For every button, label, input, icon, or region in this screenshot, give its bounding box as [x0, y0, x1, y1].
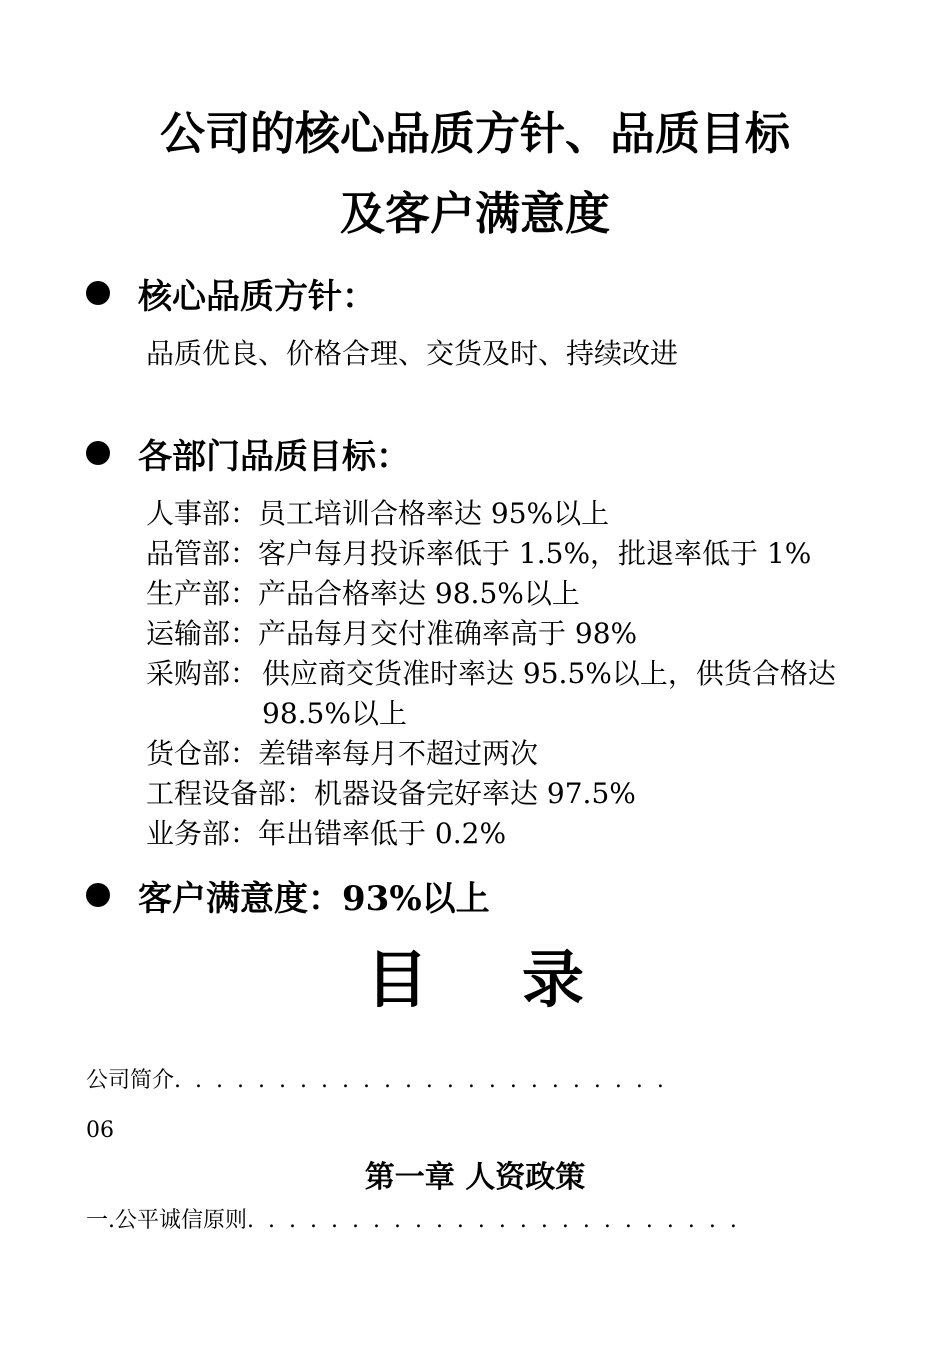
- customer-satisfaction-heading: [86, 870, 490, 920]
- toc-entry-fairness-principle[interactable]: [86, 1206, 866, 1236]
- toc-entry-label: 公司简介: [86, 1068, 175, 1093]
- bullet-icon: [86, 281, 110, 305]
- goal-dept: 货仓部：: [146, 737, 259, 770]
- toc-title-char: 录: [522, 943, 585, 1016]
- goal-row-engineering: [146, 774, 886, 814]
- department-goals-heading: [86, 428, 410, 478]
- goal-text: 供应商交货准时率达 95.5%以上，供货合格达 98.5%以上: [262, 657, 836, 730]
- department-goals-heading-text: 各部门品质目标：: [138, 436, 410, 477]
- toc-leader-dots: ........................: [174, 1068, 678, 1093]
- core-policy-heading-text: 核心品质方针：: [138, 276, 376, 317]
- goal-row-hr: [146, 494, 886, 534]
- goal-row-sales: [146, 814, 886, 854]
- goal-text: 差错率每月不超过两次: [258, 737, 539, 770]
- goal-text: 年出错率低于 0.2%: [258, 817, 507, 850]
- goal-dept: 工程设备部：: [146, 777, 315, 810]
- goal-dept: 运输部：: [146, 617, 259, 650]
- goal-row-warehouse: [146, 734, 886, 774]
- toc-leader-dots: ........................: [247, 1208, 751, 1233]
- toc-entry-page-number: 06: [86, 1118, 114, 1143]
- bullet-icon: [86, 441, 110, 465]
- toc-title-char: 目: [365, 943, 428, 1016]
- goal-text: 产品每月交付准确率高于 98%: [258, 617, 638, 650]
- page-title-line-1: 公司的核心品质方针、品质目标: [159, 107, 790, 160]
- goal-text: 客户每月投诉率低于 1.5%，批退率低于 1%: [258, 537, 812, 570]
- goal-dept: 采购部：: [146, 657, 259, 690]
- goal-row-qc: [146, 534, 886, 574]
- goal-text: 员工培训合格率达 95%以上: [258, 497, 610, 530]
- goal-row-transport: [146, 614, 886, 654]
- chapter-heading: 第一章 人资政策: [364, 1160, 586, 1195]
- core-policy-text: 品质优良、价格合理、交货及时、持续改进: [146, 337, 679, 370]
- customer-satisfaction-text: 客户满意度：93%以上: [138, 878, 490, 919]
- bullet-icon: [86, 883, 110, 907]
- goal-text: 产品合格率达 98.5%以上: [258, 577, 580, 610]
- goal-dept: 品管部：: [146, 537, 259, 570]
- toc-title: [0, 945, 950, 1015]
- department-goals-list: [146, 494, 886, 854]
- goal-text: 机器设备完好率达 97.5%: [314, 777, 636, 810]
- goal-row-production: [146, 574, 886, 614]
- goal-row-purchasing: [146, 654, 886, 734]
- goal-dept: 业务部：: [146, 817, 259, 850]
- toc-entry-company-intro[interactable]: [86, 1066, 866, 1096]
- goal-dept: 生产部：: [146, 577, 259, 610]
- toc-entry-label: 一.公平诚信原则: [86, 1208, 247, 1233]
- core-policy-heading: [86, 268, 376, 318]
- goal-dept: 人事部：: [146, 497, 259, 530]
- page-title-line-2: 及客户满意度: [339, 187, 610, 240]
